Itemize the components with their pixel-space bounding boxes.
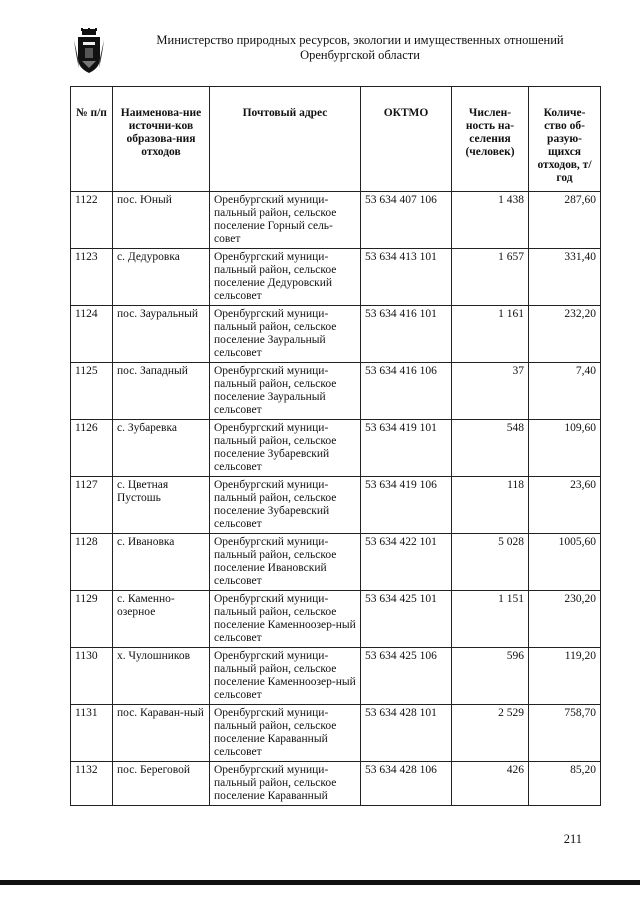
column-header-population: Числен-ность на-селения (человек): [452, 87, 529, 192]
cell-source-name: с. Каменно-озерное: [113, 591, 210, 648]
table-row: [71, 762, 601, 806]
cell-oktmo: 53 634 422 101: [361, 534, 452, 591]
cell-oktmo: 53 634 428 101: [361, 705, 452, 762]
table-row: [71, 591, 601, 648]
cell-population: 1 657: [452, 249, 529, 306]
cell-oktmo: 53 634 416 101: [361, 306, 452, 363]
cell-number: 1122: [71, 192, 113, 249]
cell-waste-amount: 109,60: [529, 420, 601, 477]
cell-number: 1132: [71, 762, 113, 806]
cell-waste-amount: 1005,60: [529, 534, 601, 591]
cell-waste-amount: 232,20: [529, 306, 601, 363]
cell-population: 37: [452, 363, 529, 420]
cell-number: 1130: [71, 648, 113, 705]
table-row: [71, 192, 601, 249]
cell-waste-amount: 23,60: [529, 477, 601, 534]
table-row: [71, 534, 601, 591]
cell-number: 1129: [71, 591, 113, 648]
ministry-header: [120, 33, 600, 63]
table-row: [71, 363, 601, 420]
table-row: [71, 249, 601, 306]
table-row: [71, 306, 601, 363]
cell-postal-address: Оренбургский муници-пальный район, сельское поселение Каменноозер-ный сельсовет: [210, 591, 361, 648]
cell-postal-address: Оренбургский муници-пальный район, сельское поселение Зубаревский сельсовет: [210, 477, 361, 534]
cell-source-name: с. Ивановка: [113, 534, 210, 591]
cell-waste-amount: 287,60: [529, 192, 601, 249]
cell-population: 596: [452, 648, 529, 705]
cell-source-name: х. Чулошников: [113, 648, 210, 705]
cell-postal-address: Оренбургский муници-пальный район, сельское поселение Зубаревский сельсовет: [210, 420, 361, 477]
column-header-number: № п/п: [71, 87, 113, 192]
cell-postal-address: Оренбургский муници-пальный район, сельское поселение Зауральный сельсовет: [210, 306, 361, 363]
cell-source-name: с. Зубаревка: [113, 420, 210, 477]
cell-waste-amount: 758,70: [529, 705, 601, 762]
cell-source-name: с. Цветная Пустошь: [113, 477, 210, 534]
cell-waste-amount: 7,40: [529, 363, 601, 420]
page-number: 211: [563, 832, 582, 846]
cell-postal-address: Оренбургский муници-пальный район, сельское поселение Караванный: [210, 762, 361, 806]
column-header-waste-amount: Количе-ство об-разую-щихся отходов, т/год: [529, 87, 601, 192]
cell-postal-address: Оренбургский муници-пальный район, сельское поселение Каменноозер-ный сельсовет: [210, 648, 361, 705]
table-header-row: [71, 87, 601, 192]
cell-number: 1124: [71, 306, 113, 363]
cell-population: 5 028: [452, 534, 529, 591]
cell-population: 2 529: [452, 705, 529, 762]
cell-oktmo: 53 634 407 106: [361, 192, 452, 249]
cell-waste-amount: 230,20: [529, 591, 601, 648]
cell-source-name: пос. Береговой: [113, 762, 210, 806]
cell-number: 1125: [71, 363, 113, 420]
cell-population: 548: [452, 420, 529, 477]
cell-oktmo: 53 634 419 101: [361, 420, 452, 477]
cell-waste-amount: 331,40: [529, 249, 601, 306]
ministry-name-line-2: Оренбургской области: [300, 48, 420, 62]
cell-population: 1 438: [452, 192, 529, 249]
cell-oktmo: 53 634 428 106: [361, 762, 452, 806]
cell-source-name: пос. Караван-ный: [113, 705, 210, 762]
cell-waste-amount: 85,20: [529, 762, 601, 806]
cell-number: 1126: [71, 420, 113, 477]
cell-oktmo: 53 634 425 106: [361, 648, 452, 705]
table-row: [71, 420, 601, 477]
cell-postal-address: Оренбургский муници-пальный район, сельское поселение Зауральный сельсовет: [210, 363, 361, 420]
cell-oktmo: 53 634 419 106: [361, 477, 452, 534]
cell-number: 1127: [71, 477, 113, 534]
cell-source-name: пос. Юный: [113, 192, 210, 249]
cell-oktmo: 53 634 416 106: [361, 363, 452, 420]
cell-population: 1 161: [452, 306, 529, 363]
cell-oktmo: 53 634 413 101: [361, 249, 452, 306]
column-header-postal-address: Почтовый адрес: [210, 87, 361, 192]
cell-oktmo: 53 634 425 101: [361, 591, 452, 648]
cell-number: 1128: [71, 534, 113, 591]
cell-postal-address: Оренбургский муници-пальный район, сельское поселение Караванный сельсовет: [210, 705, 361, 762]
cell-population: 118: [452, 477, 529, 534]
cell-postal-address: Оренбургский муници-пальный район, сельское поселение Ивановский сельсовет: [210, 534, 361, 591]
cell-source-name: пос. Западный: [113, 363, 210, 420]
cell-number: 1123: [71, 249, 113, 306]
bottom-rule: [0, 880, 640, 885]
cell-source-name: пос. Зауральный: [113, 306, 210, 363]
waste-sources-table: [70, 86, 601, 806]
table-row: [71, 705, 601, 762]
cell-population: 1 151: [452, 591, 529, 648]
cell-postal-address: Оренбургский муници-пальный район, сельское поселение Дедуровский сельсовет: [210, 249, 361, 306]
coat-of-arms-icon: [74, 28, 104, 74]
cell-postal-address: Оренбургский муници-пальный район, сельское поселение Горный сель-совет: [210, 192, 361, 249]
cell-population: 426: [452, 762, 529, 806]
column-header-source-name: Наименова-ние источни-ков образова-ния отходов: [113, 87, 210, 192]
cell-number: 1131: [71, 705, 113, 762]
ministry-name-line-1: Министерство природных ресурсов, экологии и имущественных отношений: [156, 33, 564, 47]
table-row: [71, 648, 601, 705]
cell-source-name: с. Дедуровка: [113, 249, 210, 306]
column-header-oktmo: ОКТМО: [361, 87, 452, 192]
cell-waste-amount: 119,20: [529, 648, 601, 705]
table-row: [71, 477, 601, 534]
